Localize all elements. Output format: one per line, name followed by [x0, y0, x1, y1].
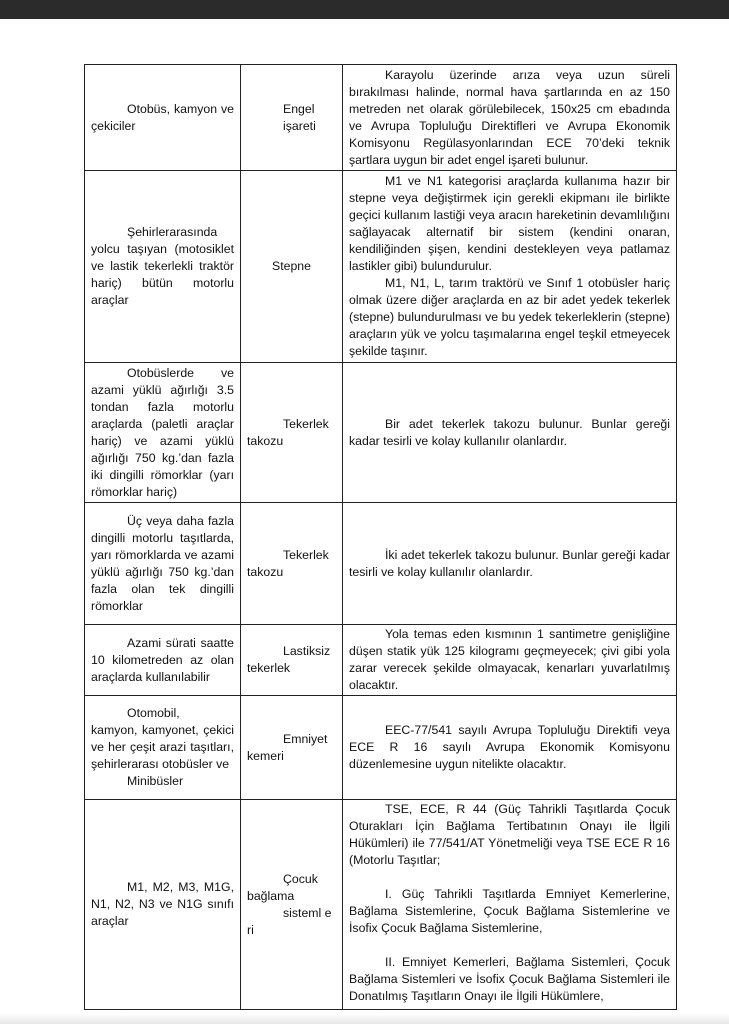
- requirement-text: İki adet tekerlek takozu bulunur. Bunlar gereği kadar tesirli ve kolay kullanılır olanlardır.: [349, 547, 670, 579]
- equipment-text: Engel işareti: [283, 101, 316, 133]
- equipment-text: Emniyet kemeri: [247, 731, 328, 763]
- equipment-cell: [241, 800, 343, 1010]
- requirement-cell: [343, 800, 677, 1010]
- requirement-text: M1, N1, L, tarım traktörü ve Sınıf 1 otobüsler hariç olmak üzere diğer araçlarda en az bir adet yedek tekerlek (stepne) bulundurulması ve bu yedek tekerleklerin (stepne) araçların yük ve yolcu taşımalarına engel teşkil etmeyecek şekilde taşınır.: [349, 276, 670, 358]
- requirement-text: EEC-77/541 sayılı Avrupa Topluluğu Direktifi veya ECE R 16 sayılı Avrupa Ekonomik Komisyonu düzenlemesine uygun nitelikte olacaktır.: [349, 723, 670, 771]
- table-row: [85, 171, 677, 363]
- vehicle-cell: [85, 171, 241, 363]
- equipment-text: bağlama: [247, 888, 295, 903]
- vehicle-text: M1, M2, M3, M1G, N1, N2, N3 ve N1G sınıfı araçlar: [91, 880, 234, 928]
- requirement-cell: [343, 696, 677, 800]
- vehicle-text: Otobüslerde ve azami yüklü ağırlığı 3.5 tondan fazla motorlu araçlarda (paletli araçlar hariç) ve azami yüklü ağırlığı 750 kg.’dan fazla iki dingilli römorklar (yarı römorklar hariç): [91, 365, 234, 499]
- equipment-text: Çocuk: [283, 871, 318, 886]
- equipment-text: ri: [247, 922, 254, 937]
- equipment-cell: [241, 696, 343, 800]
- paragraph-gap: [349, 937, 670, 954]
- equipment-text: sisteml e: [283, 905, 332, 920]
- vehicle-cell: [85, 363, 241, 503]
- requirement-text: Yola temas eden kısmının 1 santimetre genişliğine düşen statik yük 125 kilogramı geçmeyecek; çivi gibi yola zarar verecek şekilde olmayacak, kenarları yuvarlatılmış olacaktır.: [349, 627, 670, 692]
- vehicle-text: kamyon, kamyonet, çekici ve her çeşit arazi taşıtları, şehirlerarası otobüsler ve: [91, 723, 234, 771]
- requirement-cell: [343, 503, 677, 625]
- table-row: [85, 625, 677, 696]
- requirement-cell: [343, 65, 677, 171]
- vehicle-text: Şehirlerarasında yolcu taşıyan (motosiklet ve lastik tekerlekli traktör hariç) bütün motorlu araçlar: [91, 225, 234, 307]
- vehicle-cell: [85, 696, 241, 800]
- vehicle-cell: [85, 800, 241, 1010]
- requirement-text: II. Emniyet Kemerleri, Bağlama Sistemleri, Çocuk Bağlama Sistemleri ve İsofix Çocuk Bağlama Sistemleri ile Donatılmış Taşıtların Onayı ile İlgili Hükümlere,: [349, 955, 670, 1003]
- vehicle-text: Azami sürati saatte 10 kilometreden az olan araçlarda kullanılabilir: [91, 635, 234, 684]
- requirement-text: Bir adet tekerlek takozu bulunur. Bunlar gereği kadar tesirli ve kolay kullanılır olanlardır.: [349, 416, 670, 448]
- equipment-text: Stepne: [272, 259, 311, 273]
- equipment-cell: [241, 171, 343, 363]
- table-row: [85, 65, 677, 171]
- equipment-text: Tekerlek takozu: [247, 416, 329, 448]
- equipment-cell: [241, 65, 343, 171]
- page-bottom-edge: [0, 1014, 729, 1024]
- requirement-text: TSE, ECE, R 44 (Güç Tahrikli Taşıtlarda Çocuk Oturakları İçin Bağlama Tertibatının Onayı ile İlgili Hükümleri) ile 77/541/AT Yönetmeliği veya TSE ECE R 16 (Motorlu Taşıtlar;: [349, 802, 670, 867]
- requirement-cell: [343, 363, 677, 503]
- vehicle-text: Minibüsler: [127, 774, 184, 788]
- viewer-top-bar: [0, 0, 729, 19]
- vehicle-cell: [85, 503, 241, 625]
- requirement-cell: [343, 625, 677, 696]
- vehicle-text: Otobüs, kamyon ve çekiciler: [91, 101, 234, 133]
- requirement-text: I. Güç Tahrikli Taşıtlarda Emniyet Kemerlerine, Bağlama Sistemlerine, Çocuk Bağlama Sistemlerine ve İsofix Çocuk Bağlama Sistemlerine,: [349, 887, 670, 935]
- table-row: [85, 503, 677, 625]
- vehicle-text: Üç veya daha fazla dingilli motorlu taşıtlarda, yarı römorklarda ve azami yüklü ağırlığı 750 kg.’dan fazla olan tek dingilli römorklar: [91, 513, 234, 613]
- requirement-text: Karayolu üzerinde arıza veya uzun süreli bırakılması halinde, normal hava şartlarında en az 150 metreden net olarak görülebilecek, 150x25 cm ebadında ve Avrupa Topluluğu Direktifleri ve Avrupa Ekonomik Komisyonu Regülasyonlarından ECE 70’deki teknik şartlara uygun bir adet engel işareti bulunur.: [349, 67, 670, 167]
- requirement-cell: [343, 171, 677, 363]
- equipment-cell: [241, 363, 343, 503]
- equipment-cell: [241, 625, 343, 696]
- vehicle-cell: [85, 65, 241, 171]
- equipment-text: Tekerlek takozu: [247, 547, 329, 579]
- equipment-text: Lastiksiz tekerlek: [247, 644, 331, 675]
- paragraph-gap: [349, 869, 670, 886]
- table-row: [85, 363, 677, 503]
- requirement-text: M1 ve N1 kategorisi araçlarda kullanıma hazır bir stepne veya değiştirmek için gerekli ekipmanı ile birlikte geçici kullanım lastiği veya aracın hareketinin devamlılığını sağlayacak alternatif bir sistem (kendini onaran, kendiliğinden şişen, kendini destekleyen veya patlamaz lastikler gibi) bulundurulur.: [349, 174, 670, 273]
- equipment-cell: [241, 503, 343, 625]
- vehicle-text: Otomobil,: [127, 706, 180, 720]
- table-row: [85, 800, 677, 1010]
- vehicle-cell: [85, 625, 241, 696]
- equipment-requirements-table: [84, 64, 677, 1010]
- table-row: [85, 696, 677, 800]
